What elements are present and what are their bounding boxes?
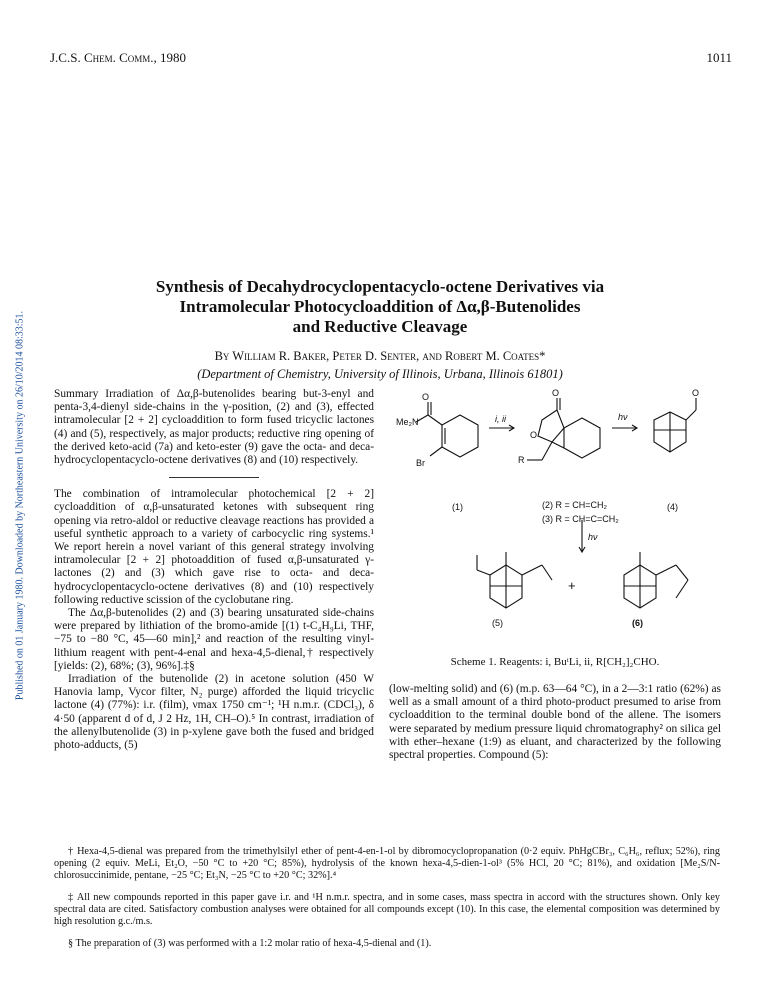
affiliation: (Department of Chemistry, University of Illinois, Urbana, Illinois 61801) <box>197 367 563 381</box>
label-hv-2: hν <box>588 532 598 542</box>
title-line-1: Synthesis of Decahydrocyclopentacyclo-octene Derivatives via <box>155 277 605 296</box>
label-o-ring: O <box>530 430 538 440</box>
title-line-3: and Reductive Cleavage <box>292 317 468 336</box>
body-paragraph-1: The combination of intramolecular photochemical [2 + 2] cycloaddition of α,β-unsaturated ketones with subsequent ring opening via retro-aldol or reductive cleavage reactions has provided a useful synthetic approach to a variety of carbocyclic ring systems.¹ We report herein a novel variant of this general strategy involving intramolecular [2 + 2] photoaddition of fused α,β-unsaturated γ-lactones (2) and (3) which gave rise to octa- and deca-hydrocyclopentacyclo-octene derivatives (8) and (10) respectively following reductive scission of the cyclobutane ring. <box>54 488 374 606</box>
scheme-caption: Scheme 1. Reagents: i, BuᵗLi, ii, R[CH₂]₂CHO. <box>450 656 660 668</box>
paper-title <box>60 277 700 337</box>
title-line-2: Intramolecular Photocycloaddition of Δα,β-Butenolides <box>179 297 581 316</box>
body-paragraph-3: Irradiation of the butenolide (2) in acetone solution (450 W Hanovia lamp, Vycor filter, N₂ purge) afforded the liquid tricyclic lactone (4) (77%): i.r. (film), νmax 1750 cm⁻¹; ¹H n.m.r. (CDCl₃), δ 4·50 (apparent d of d, J 2 Hz, 1H, CH–O).⁵ In contrast, irradiation of the allenylbutenolide (3) in p-xylene gave both the fused and bridged photo-adducts, (5) <box>54 673 374 752</box>
label-compound-6: (6) <box>632 618 643 628</box>
left-column <box>54 388 374 752</box>
label-compound-5: (5) <box>492 618 503 628</box>
label-o2: O <box>552 388 560 398</box>
body-paragraph-2: The Δα,β-butenolides (2) and (3) bearing unsaturated side-chains were prepared by lithiation of the bromo-amide [(1) t-C₄H₉Li, THF, −75 to −80 °C, 45—60 min],² and reaction of the resulting vinyl-lithium reagent with pent-4-enal and hexa-4,5-dienal,† respectively [yields: (2), 68%; (3), 96%].‡§ <box>54 607 374 672</box>
compound-2-ring <box>564 418 600 458</box>
label-compound-3: (3) R = CH=C=CH₂ <box>542 514 619 524</box>
download-watermark[interactable]: Published on 01 January 1980. Downloaded by Northeastern University on 26/10/2014 08:33:51. <box>14 310 26 701</box>
authors: By William R. Baker, Peter D. Senter, and Robert M. Coates* <box>214 349 546 363</box>
summary-divider <box>169 477 259 478</box>
label-r: R <box>518 455 525 465</box>
label-reagents: i, ii <box>495 414 506 424</box>
compound-1-ring <box>442 415 478 457</box>
right-column <box>389 683 721 762</box>
scheme-drawing <box>392 388 722 628</box>
page-number: 1011 <box>706 50 732 65</box>
reaction-scheme <box>392 388 722 628</box>
butenolide-ring <box>538 410 564 442</box>
label-compound-4: (4) <box>667 502 678 512</box>
label-o1: O <box>422 392 430 402</box>
author-block <box>60 347 700 383</box>
summary-paragraph: Summary Irradiation of Δα,β-butenolides bearing but-3-enyl and penta-3,4-dienyl side-chains in the γ-position, (2) and (3), effected intramolecular [2 + 2] cycloaddition to form fused tricyclic lactones (4) and (5), respectively, as major products; reductive ring opening of the derived keto-acid (7a) and keto-ester (9) gave the octa- and deca-hydrocyclopentacyclo-octene derivatives (8) and (10) respectively. <box>54 388 374 467</box>
label-plus: + <box>568 578 576 593</box>
label-br: Br <box>416 458 425 468</box>
label-compound-1: (1) <box>452 502 463 512</box>
footnote-double-dagger: ‡ All new compounds reported in this paper gave i.r. and ¹H n.m.r. spectra, and in some cases, mass spectra in accord with the structures shown. Only key spectral data are cited. Satisfactory combustion analyses were obtained for all compounds except (10). In this case, the elemental composition was determined by high resolution g.c./m.s. <box>54 892 720 927</box>
body-right-paragraph: (low-melting solid) and (6) (m.p. 63—64 °C), in a 2—3:1 ratio (62%) as well as a small amount of a third photo-product presumed to arise from cycloaddition to the terminal double bond of the allene. The isomers were separated by medium pressure liquid chromatography² on silica gel with ether–hexane (1:9) as eluant, and characterized by the following spectral properties. Compound (5): <box>389 683 721 762</box>
label-compound-2: (2) R = CH=CH₂ <box>542 500 608 510</box>
label-me2n: Me₂N <box>396 417 419 427</box>
footnotes <box>54 846 720 960</box>
journal-header: J.C.S. Chem. Comm., 1980 <box>50 50 187 65</box>
footnote-dagger: † Hexa-4,5-dienal was prepared from the trimethylsilyl ether of pent-4-en-1-ol by dibromocyclopropanation (0·2 equiv. PhHgCBr₃, C₆H₆, reflux; 52%), ring opening (2 equiv. MeLi, Et₂O, −50 °C to +20 °C; 85%), hydrolysis of the known hexa-4,5-dien-1-ol³ (5% HCl, 20 °C; 81%), and oxidation [Me₂S/N-chlorosuccinimide, pentane, −25 °C; Et₃N, −25 °C to +20 °C; 32%].⁴ <box>54 846 720 881</box>
label-o4: O <box>692 388 700 398</box>
footnote-section: § The preparation of (3) was performed with a 1:2 molar ratio of hexa-4,5-dienal and (1). <box>68 938 432 949</box>
label-hv-1: hν <box>618 412 628 422</box>
